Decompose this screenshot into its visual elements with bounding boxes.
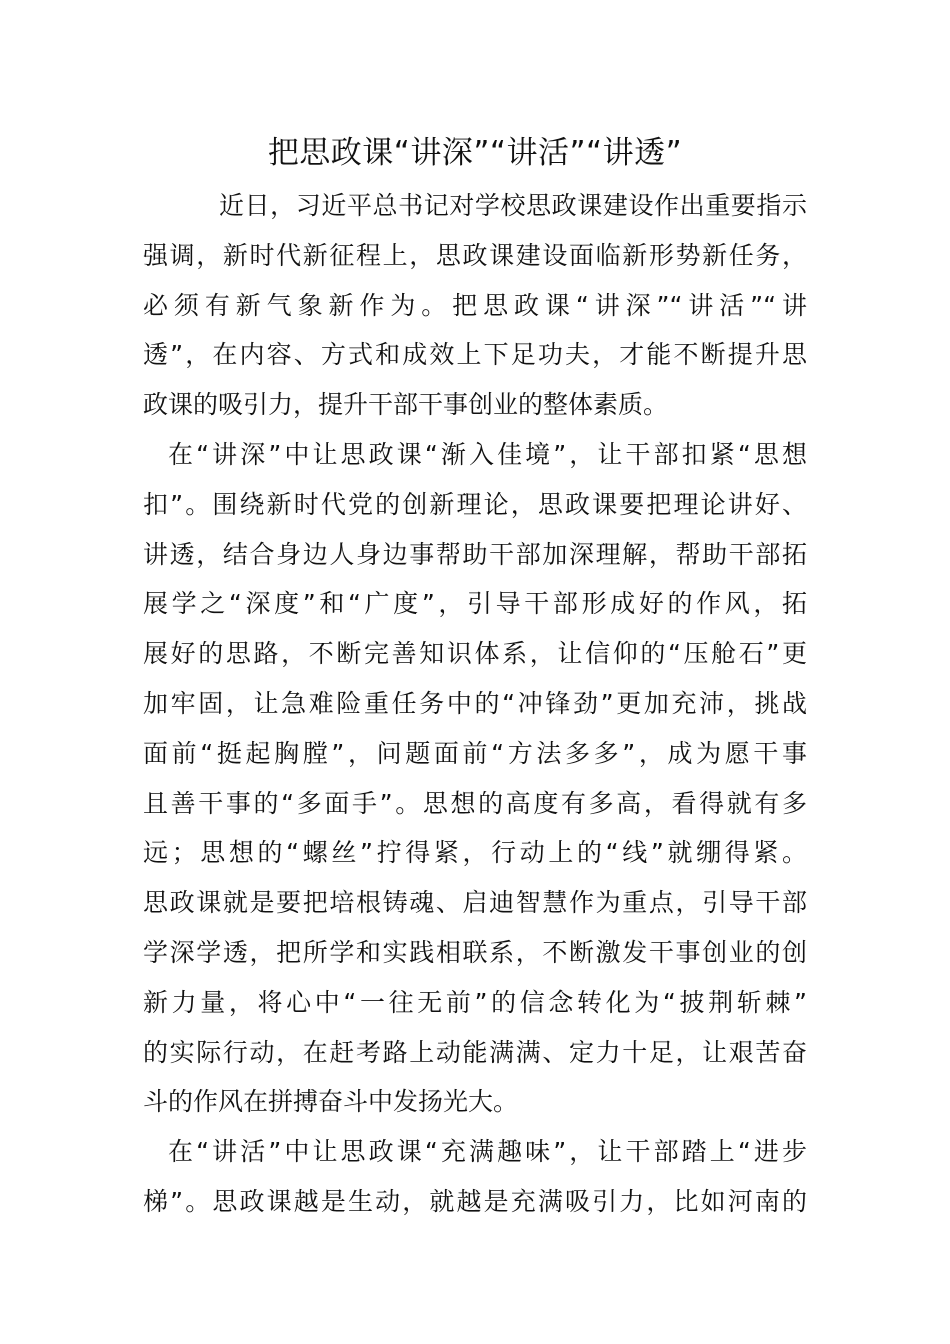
paragraph-2-line-8: 且善干事的“多面手”。思想的高度有多高，看得就有多 — [143, 788, 807, 818]
paragraph-2-line-1: 在“讲深”中让思政课“渐入佳境”，让干部扣紧“思想 — [168, 439, 807, 469]
paragraph-2-line-11: 学深学透，把所学和实践相联系，不断激发干事创业的创 — [143, 937, 807, 967]
paragraph-3-line-2: 梯”。思政课越是生动，就越是充满吸引力，比如河南的 — [143, 1186, 807, 1216]
paragraph-2-line-10: 思政课就是要把培根铸魂、启迪智慧作为重点，引导干部 — [143, 888, 807, 918]
paragraph-2-line-13: 的实际行动，在赶考路上动能满满、定力十足，让艰苦奋 — [143, 1037, 807, 1067]
paragraph-2-line-6: 加牢固，让急难险重任务中的“冲锋劲”更加充沛，挑战 — [143, 688, 807, 718]
paragraph-1-line-1: 近日，习近平总书记对学校思政课建设作出重要指示 — [219, 191, 807, 220]
paragraph-2-line-3: 讲透，结合身边人身边事帮助干部加深理解，帮助干部拓 — [143, 539, 807, 569]
document-body — [143, 181, 807, 1227]
paragraph-2-line-7: 面前“挺起胸膛”，问题面前“方法多多”，成为愿干事 — [143, 738, 807, 768]
paragraph-3-line-1: 在“讲活”中让思政课“充满趣味”，让干部踏上“进步 — [168, 1137, 807, 1167]
paragraph-2-line-2: 扣”。围绕新时代党的创新理论，思政课要把理论讲好、 — [143, 489, 807, 519]
paragraph-2-line-14: 斗的作风在拼搏奋斗中发扬光大。 — [143, 1087, 519, 1117]
paragraph-1-line-2: 强调，新时代新征程上，思政课建设面临新形势新任务， — [143, 240, 807, 270]
paragraph-1-line-4: 透”，在内容、方式和成效上下足功夫，才能不断提升思 — [143, 340, 807, 370]
paragraph-1-line-5: 政课的吸引力，提升干部干事创业的整体素质。 — [143, 390, 669, 420]
paragraph-2-line-12: 新力量，将心中“一往无前”的信念转化为“披荆斩棘” — [143, 987, 807, 1017]
document-title: 把思政课“讲深”“讲活”“讲透” — [267, 135, 683, 171]
paragraph-2-line-9: 远；思想的“螺丝”拧得紧，行动上的“线”就绷得紧。 — [143, 838, 807, 868]
paragraph-2-line-5: 展好的思路，不断完善知识体系，让信仰的“压舱石”更 — [143, 639, 807, 669]
paragraph-1-line-3: 必须有新气象新作为。把思政课“讲深”“讲活”“讲 — [143, 290, 807, 320]
paragraph-2-line-4: 展学之“深度”和“广度”，引导干部形成好的作风，拓 — [143, 589, 807, 619]
